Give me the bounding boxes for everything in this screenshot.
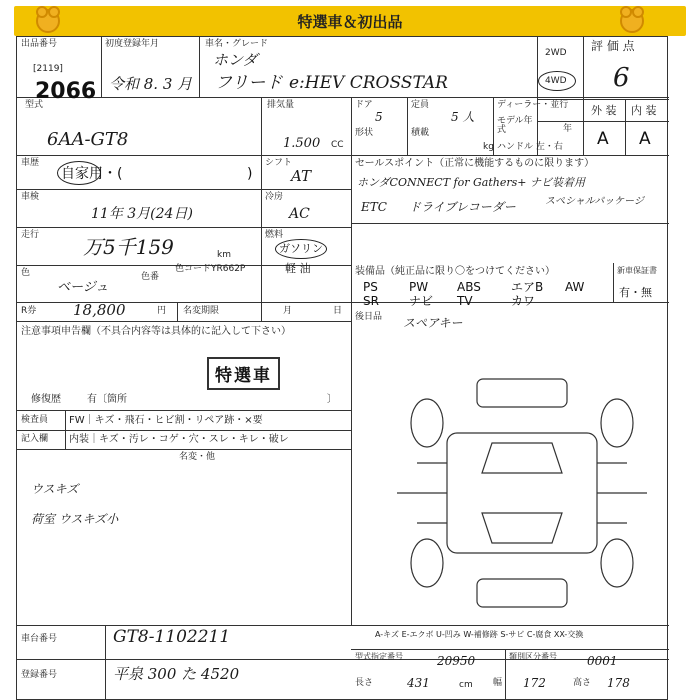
model: フリード	[215, 73, 283, 93]
bear-logo-icon-right	[620, 9, 644, 33]
cap-value: 5 人	[451, 110, 475, 124]
rule	[17, 625, 669, 626]
yen-unit: 円	[157, 306, 167, 316]
rule	[101, 37, 102, 97]
type-value: 6AA-GT8	[47, 129, 129, 150]
cc-unit: CC	[331, 140, 344, 150]
length-label: 長さ	[355, 678, 374, 688]
rule	[17, 227, 351, 228]
banner-title: 特選車＆初出品	[297, 12, 403, 31]
handle-label: ハンドル 左・右	[497, 142, 563, 152]
later-label: 後日品	[355, 312, 383, 322]
selling-label: セールスポイント（正常に機能するものに限ります）	[355, 158, 595, 169]
drive-circle	[538, 71, 576, 91]
height-label: 高さ	[573, 678, 592, 688]
rule	[105, 625, 106, 700]
rule	[261, 97, 262, 322]
selling-point-4: スペシャルパッケージ	[545, 196, 644, 207]
history-value: 自家用・(	[61, 166, 123, 182]
rule	[351, 649, 669, 650]
shift-value: AT	[291, 167, 312, 185]
bear-logo-icon	[36, 9, 60, 33]
first-reg-value: 令和 8. 3 月	[109, 75, 193, 93]
chassis-label: 車台番号	[21, 634, 58, 644]
check-row-interior: 内装｜キズ・汚レ・コゲ・穴・スレ・キレ・破レ	[69, 434, 289, 445]
rule	[17, 449, 351, 450]
cap-label: 定員	[411, 100, 430, 110]
rule	[17, 97, 669, 98]
load-label: 積載	[411, 128, 430, 138]
mileage-label: 走行	[21, 230, 40, 240]
fuel-label: 燃料	[265, 230, 284, 240]
car-label: 車名・グレード	[205, 39, 269, 49]
plate-label: 登録番号	[21, 670, 58, 680]
rule	[17, 321, 351, 322]
selling-point-3: ドライブレコーダー	[409, 200, 516, 214]
color-no-label: 色番	[141, 272, 160, 282]
fuel-circle	[275, 239, 327, 259]
first-reg-label: 初度登録年月	[105, 39, 160, 49]
mileage-value: 万5千159	[83, 235, 174, 259]
day-unit: 日	[333, 306, 343, 316]
memo-2: 荷室 ウスキズ小	[31, 512, 119, 526]
exterior-grade: A	[597, 129, 609, 149]
kg-unit: kg	[483, 142, 494, 152]
model-designation-label: 型式指定番号	[355, 652, 403, 661]
rule	[17, 155, 669, 156]
equip-abs: ABS	[457, 280, 481, 294]
rule	[17, 189, 351, 190]
damage-legend: A-キズ E-エクボ U-凹み W-補修跡 S-サビ C-腐食 XX-交換	[375, 630, 584, 639]
selling-point-1: ホンダCONNECT for Gathers+ ナビ装着用	[357, 176, 585, 189]
lot-sub: [2119]	[33, 64, 63, 74]
fuel-gasoline: ガソリン	[279, 242, 323, 255]
inspect-value: 11年 3月(24日)	[91, 206, 193, 222]
equip-navi: ナビ	[409, 294, 434, 308]
category-label: 類別区分番号	[509, 652, 557, 661]
width-value: 172	[523, 676, 546, 690]
notes-label: 注意事項申告欄（不具合内容等は具体的に記入して下さい）	[21, 326, 291, 337]
inspector-memo-label: 名変・他	[179, 452, 216, 462]
plate-value: 平泉 300 た 4520	[113, 665, 240, 683]
recycle-value: 18,800	[73, 301, 126, 319]
length-unit: cm	[459, 680, 473, 690]
lot-number: 2066	[35, 79, 97, 104]
repair-label: 修復歴	[31, 394, 61, 405]
later-value: スペアキー	[403, 316, 463, 330]
exterior-label: 外 装	[591, 104, 617, 117]
disp-value: 1.500	[283, 136, 321, 151]
history-end: )	[247, 166, 253, 182]
rule	[17, 659, 669, 660]
year-unit: 年	[563, 124, 573, 134]
shape-label: 形状	[355, 128, 374, 138]
interior-label: 内 装	[631, 104, 657, 117]
memo-1: ウスキズ	[31, 482, 79, 496]
rule	[351, 223, 669, 224]
km-unit: km	[217, 250, 231, 260]
rule	[537, 37, 538, 155]
rule	[625, 99, 626, 155]
score-label: 評 価 点	[591, 39, 635, 53]
color-value: ベージュ	[57, 280, 109, 295]
equip-sr: SR	[363, 294, 379, 308]
rule	[351, 97, 352, 625]
drive-2wd: 2WD	[545, 48, 567, 58]
banner	[14, 6, 686, 36]
repair-end: 〕	[327, 394, 337, 405]
repair-value: 有〔箇所	[87, 394, 127, 405]
category-value: 0001	[587, 654, 618, 668]
selling-point-2: ETC	[361, 200, 387, 214]
history-circle	[57, 161, 101, 185]
ac-label: 冷房	[265, 192, 284, 202]
type-label: 型式	[25, 100, 44, 110]
fuel-diesel: 軽 油	[285, 262, 311, 275]
lot-label: 出品番号	[21, 39, 58, 49]
rule	[583, 37, 584, 155]
drive-4wd: 4WD	[545, 76, 567, 86]
stamp-text: 特選車	[215, 366, 272, 386]
equip-leather: カワ	[511, 294, 536, 308]
color-code: 色コードYR662P	[175, 264, 246, 274]
history-label: 車歴	[21, 158, 40, 168]
rule	[407, 97, 408, 155]
car-diagram	[397, 373, 647, 613]
model-year-label: モデル年式	[497, 116, 533, 135]
disp-label: 排気量	[267, 100, 295, 110]
maker: ホンダ	[213, 51, 258, 69]
rule	[177, 302, 178, 322]
dealer-label: ディーラー・並行	[497, 100, 569, 110]
month-unit: 月	[283, 306, 293, 316]
equip-airbag: エアB	[511, 280, 544, 294]
rule	[199, 37, 200, 97]
rule	[17, 430, 351, 431]
equip-aw: AW	[565, 280, 585, 294]
width-label: 幅	[493, 678, 503, 688]
newcar-label: 新車保証書	[617, 266, 657, 275]
model-designation-value: 20950	[437, 654, 476, 668]
ac-value: AC	[289, 206, 310, 222]
score-value: 6	[613, 63, 630, 93]
equip-tv: TV	[457, 294, 473, 308]
color-label: 色	[21, 268, 31, 278]
length-value: 431	[407, 676, 430, 690]
recycle-label: R券	[21, 306, 37, 316]
check-row-fw: FW｜キズ・飛石・ヒビ割・リペア跡・×要	[69, 415, 263, 426]
rule	[537, 121, 669, 122]
newcar-value: 有・無	[619, 286, 652, 299]
entry-label: 記入欄	[21, 434, 49, 444]
inspect-label: 車検	[21, 192, 40, 202]
equip-label: 装備品（純正品に限り〇をつけてください）	[355, 266, 555, 277]
rule	[17, 410, 351, 411]
door-value: 5	[375, 110, 383, 124]
inspector-label: 検査員	[21, 415, 49, 425]
special-stamp	[207, 357, 280, 390]
chassis-value: GT8-1102211	[113, 627, 231, 647]
grade: e:HEV CROSSTAR	[289, 73, 448, 93]
equip-pw: PW	[409, 280, 429, 294]
shift-label: シフト	[265, 158, 293, 168]
rule	[505, 649, 506, 700]
auction-sheet	[16, 36, 668, 700]
door-label: ドア	[355, 100, 373, 110]
equip-ps: PS	[363, 280, 378, 294]
rule	[65, 410, 66, 449]
name-change-label: 名変期限	[183, 306, 220, 316]
height-value: 178	[607, 676, 630, 690]
interior-grade: A	[639, 129, 651, 149]
rule	[613, 263, 614, 303]
